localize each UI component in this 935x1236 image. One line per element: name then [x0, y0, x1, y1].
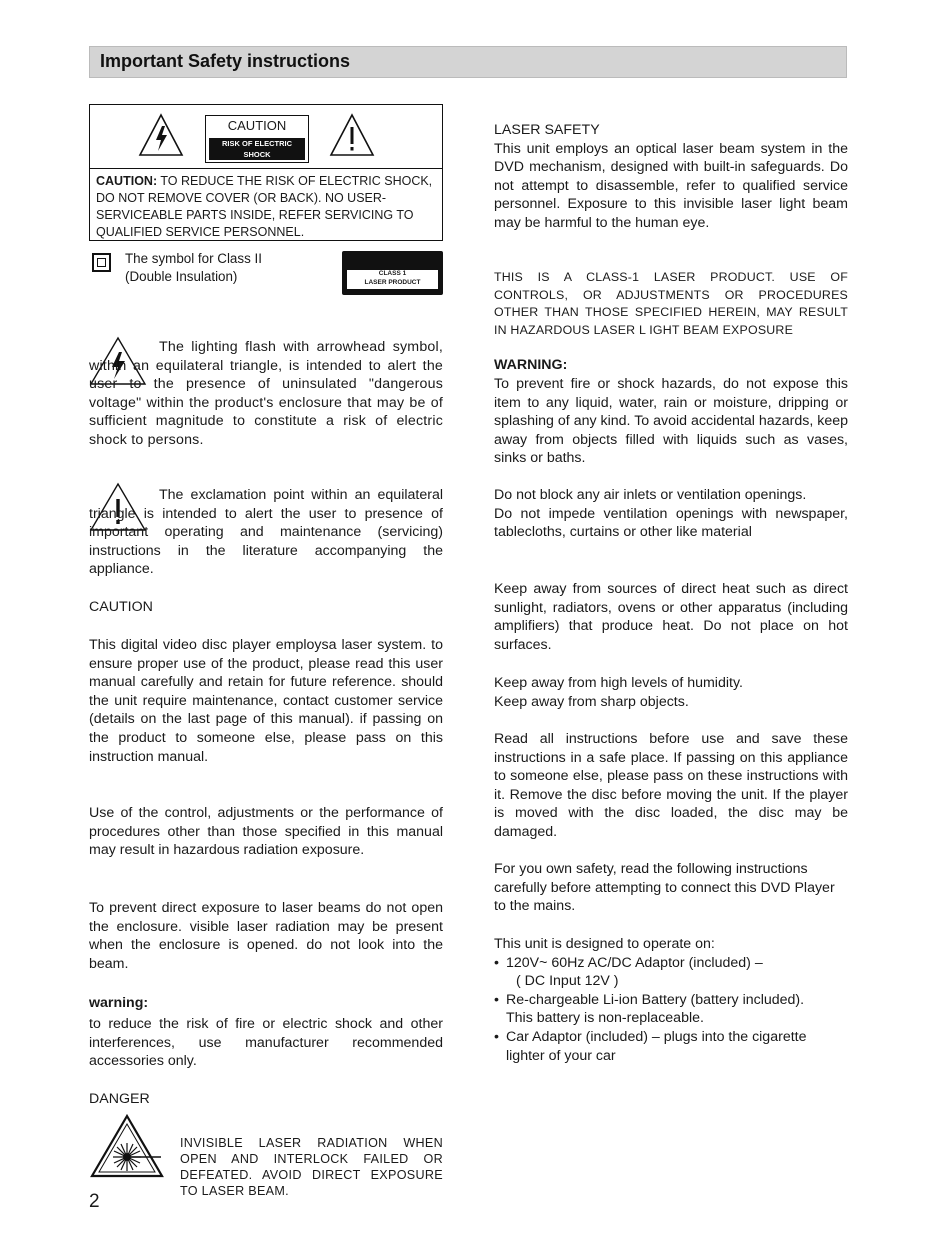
caution-box	[89, 104, 443, 241]
laser-label-line2: LASER PRODUCT	[364, 278, 421, 286]
bullet-line2: This battery is non-replaceable.	[506, 1010, 704, 1027]
caution-heading	[89, 598, 443, 617]
danger-heading	[89, 1090, 443, 1109]
warning-heading-right	[494, 356, 848, 375]
caution-label-line1: RISK OF ELECTRIC SHOCK	[221, 139, 292, 159]
caution-box-text-body: TO REDUCE THE RISK OF ELECTRIC SHOCK, DO NOT REMOVE COVER (OR BACK). NO USER-SERVICEABLE PARTS INSIDE, REFER SERVICING TO QUALIFIED SERVICE PERSONNEL.	[96, 174, 433, 239]
bullet-line1: • 120V~ 60Hz AC/DC Adaptor (included) –	[506, 954, 763, 971]
humidity-text: Keep away from high levels of humidity.	[494, 675, 743, 691]
warning-right-text: To prevent fire or shock hazards, do not expose this item to any liquid, water, rain or moisture, dripping or splashing of any kind. To avoid accidental hazards, keep away from objects filled with liquids such as vases, sinks or baths.	[494, 376, 848, 467]
ventilation-text: Do not impede ventilation openings with newspaper, tablecloths, curtains or other like material	[494, 505, 848, 541]
laser-label-inner	[347, 270, 438, 289]
power-section	[494, 935, 848, 1065]
warning-paragraph-left	[89, 1015, 443, 1071]
bullet-line1: • Car Adaptor (included) – plugs into the cigarette	[506, 1028, 807, 1045]
danger-text: INVISIBLE LASER RADIATION WHEN OPEN AND INTERLOCK FAILED OR DEFEATED. AVOID DIRECT EXPOSURE TO LASER BEAM.	[180, 1136, 443, 1198]
class1-paragraph	[494, 269, 848, 339]
bullet-line2: lighter of your car	[506, 1047, 616, 1064]
class1-laser-label	[342, 251, 443, 295]
list-item	[494, 991, 848, 1028]
caution-paragraph	[89, 636, 443, 766]
double-insulation-icon	[92, 253, 111, 272]
operate-text: This unit is designed to operate on:	[494, 936, 715, 952]
danger-heading-text: DANGER	[89, 1091, 150, 1107]
class2-line1: The symbol for Class II	[125, 251, 262, 266]
exclamation-triangle-icon	[329, 113, 375, 157]
caution-label	[205, 115, 309, 170]
caution-text: This digital video disc player employsa laser system. to ensure proper use of the product, please read this user manual carefully and retain for future reference. should the unit require maintenance, contact customer service (details on the last page of this manual). if passing on the product to someone else, please pass on this instruction manual.	[89, 637, 443, 765]
air-inlets-text: Do not block any air inlets or ventilation openings.	[494, 487, 807, 503]
caution-box-symbols	[90, 105, 442, 169]
laser-radiation-warning-icon	[89, 1113, 165, 1179]
read-instructions-paragraph	[494, 730, 848, 842]
caution-label-warning	[209, 138, 305, 170]
controls-text: Use of the control, adjustments or the performance of procedures other than those specified in this manual may result in hazardous radiation exposure.	[89, 805, 443, 859]
class2-text	[125, 250, 262, 285]
class2-line2: (Double Insulation)	[125, 268, 238, 284]
laser-safety-section	[494, 121, 848, 233]
heat-text: Keep away from sources of direct heat such as direct sunlight, radiators, ovens or other apparatus (including amplifiers) that produce heat. Do not place on hot surfaces.	[494, 581, 848, 653]
lightning-paragraph	[89, 338, 443, 450]
section-header	[89, 46, 847, 78]
warning-left-text: to reduce the risk of fire or electric shock and other interferences, use manufacturer recommended accessories only.	[89, 1016, 443, 1070]
class1-text: THIS IS A CLASS-1 LASER PRODUCT. USE OF CONTROLS, OR ADJUSTMENTS OR PROCEDURES OTHER THAN THOSE SPECIFIED HEREIN, MAY RESULT IN HAZARDOUS LASER L IGHT BEAM EXPOSURE	[494, 270, 848, 337]
bullet-line1: • Re-chargeable Li-ion Battery (battery included).	[506, 991, 805, 1008]
safety-paragraph	[494, 860, 848, 916]
exclamation-text: The exclamation point within an equilateral triangle is intended to alert the user to presence of important operating and maintenance (servicing) instructions in the literature accompanying the appliance.	[89, 487, 443, 578]
caution-label-title: CAUTION	[227, 118, 287, 133]
lightning-triangle-icon	[138, 113, 184, 157]
list-item	[494, 954, 848, 991]
exposure-text: To prevent direct exposure to laser beams do not open the enclosure. visible laser radiation may be present when the enclosure is opened. do not look into the beam.	[89, 900, 443, 972]
warning-heading-right-text: WARNING:	[494, 357, 568, 373]
sharp-objects-text: Keep away from sharp objects.	[494, 693, 689, 710]
warning-heading-left	[89, 994, 443, 1013]
laser-label-line1: CLASS 1	[378, 270, 407, 277]
controls-paragraph	[89, 804, 443, 860]
power-options-list	[494, 954, 848, 1066]
laser-safety-heading: LASER SAFETY	[494, 122, 600, 138]
list-item	[494, 1028, 848, 1065]
warning-paragraph-right	[494, 375, 848, 468]
laser-safety-text: This unit employs an optical laser beam system in the DVD mechanism, designed with built-in safeguards. Do not attempt to disassemble, refer to qualified service personnel. Exposure to this invisible laser light beam may be harmful to the human eye.	[494, 140, 848, 231]
lightning-text: The lighting flash with arrowhead symbol, within an equilateral triangle, is intended to alert the user to the presence of uninsulated "dangerous voltage" within the product's enclosure that may be of sufficient magnitude to constitute a risk of electric shock to persons.	[89, 339, 443, 448]
page-number: 2	[89, 1191, 100, 1212]
read-instructions-text: Read all instructions before use and save these instructions in a safe place. If passing on this appliance to someone else, please pass on these instructions with it. Remove the disc before moving the unit. If the player is moved with the disc loaded, the disc may be damaged.	[494, 731, 848, 840]
warning-heading-left-text: warning:	[89, 995, 149, 1011]
caution-box-text-bold: CAUTION:	[96, 174, 158, 188]
humidity-section	[494, 674, 848, 711]
caution-label-line2: DO NOT OPEN	[230, 161, 284, 170]
ventilation-section	[494, 486, 848, 542]
section-title: Important Safety instructions	[100, 51, 351, 71]
safety-text: For you own safety, read the following instructions carefully before attempting to connect this DVD Player to the mains.	[494, 861, 835, 915]
exclamation-paragraph	[89, 486, 443, 579]
caution-box-text	[96, 173, 436, 241]
bullet-line2: ( DC Input 12V )	[516, 973, 619, 990]
exposure-paragraph	[89, 899, 443, 973]
heat-paragraph	[494, 580, 848, 654]
caution-heading-text: CAUTION	[89, 599, 153, 615]
